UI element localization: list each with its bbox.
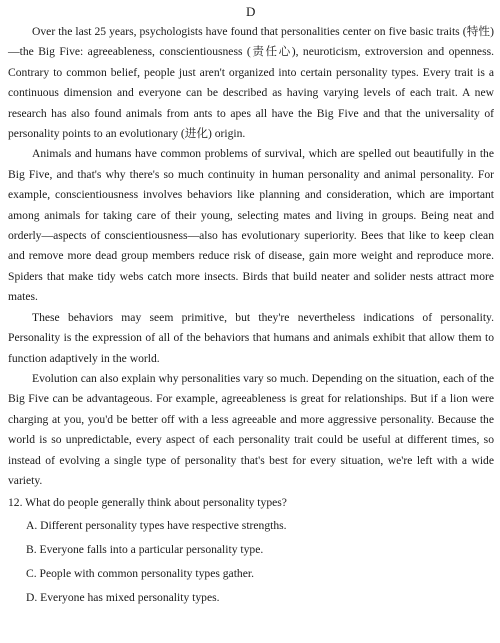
passage-paragraph-1: Over the last 25 years, psychologists have found that personalities center on five basic traits (特性)—the Big Five: agreeableness, conscientiousness (责任心), neuroticism, extroversion and openness. Contrary to common belief, people just aren't organized into certain personality types. Every trait is a continuous dimension and everyone can be described as having varying levels of each trait. A new research has also found animals from ants to apes all have the Big Five and that the universality of personality points to an evolutionary (进化) origin. bbox=[8, 25, 494, 141]
section-letter: D bbox=[246, 4, 256, 19]
answer-options bbox=[8, 514, 494, 610]
question-block bbox=[8, 491, 494, 610]
question-prompt: 12. What do people generally think about personality types? bbox=[8, 496, 287, 510]
reading-passage bbox=[8, 22, 494, 491]
option-b[interactable]: B. Everyone falls into a particular personality type. bbox=[26, 543, 264, 557]
passage-paragraph-4: Evolution can also explain why personalities vary so much. Depending on the situation, each of the Big Five can be advantageous. For example, agreeableness is great for relationships. But if a lion were charging at you, you'd be better off with a less agreeable and more aggressive personality. Because the world is so unpredictable, every aspect of each personality trait could be useful at different times, so instead of evolving a single type of personality that's best for every situation, we're left with a wide variety. bbox=[8, 371, 494, 487]
passage-paragraph-2: Animals and humans have common problems of survival, which are spelled out beautifully in the Big Five, and that's why there's so much continuity in human personality and animal personality. For example, conscientiousness involves behaviors like planning and consideration, which are important among animals for taking care of their young, selecting mates and living in groups. Being neat and orderly—aspects of conscientiousness—also has evolutionary superiority. Bees that like to keep clean and remove more dead group members reduce risk of disease, gain more weight and reproduce more. Spiders that make tidy webs catch more insects. Birds that build neater and solider nests attract more mates. bbox=[8, 147, 494, 304]
passage-paragraph-3: These behaviors may seem primitive, but they're nevertheless indications of personality. Personality is the expression of all of the behaviors that humans and animals exhibit that allow them to function adaptively in the world. bbox=[8, 310, 494, 365]
option-a[interactable]: A. Different personality types have respective strengths. bbox=[26, 519, 287, 533]
option-d[interactable]: D. Everyone has mixed personality types. bbox=[26, 591, 220, 605]
option-c[interactable]: C. People with common personality types gather. bbox=[26, 567, 254, 581]
